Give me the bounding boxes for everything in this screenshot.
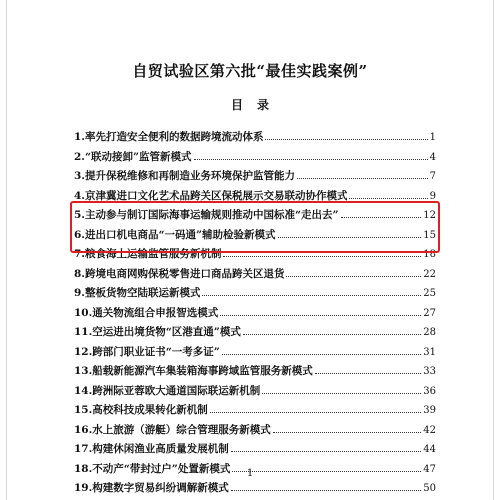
toc-entry-title: 3.提升保税维修和再制造业务环境保护监管能力	[74, 170, 295, 182]
toc-entry-title: 8.跨境电商网购保税零售进口商品跨关区退货	[74, 267, 285, 280]
toc-entry[interactable]	[74, 440, 436, 460]
toc-entry-page: 36	[423, 385, 436, 397]
page-number-footer: 1	[246, 468, 254, 479]
toc-entry[interactable]	[74, 167, 436, 187]
toc-entry[interactable]	[74, 401, 436, 421]
toc-entry[interactable]	[74, 304, 436, 324]
toc-entry-title: 16.水上旅游（游艇）综合管理服务新模式	[74, 423, 271, 436]
toc-entry-title: 7.粮食海上运输监管服务新机制	[74, 248, 222, 260]
toc-entry[interactable]	[74, 226, 436, 246]
toc-entry[interactable]	[74, 323, 436, 343]
toc-entry-title: 4.京津冀进口文化艺术品跨关区保税展示交易联动协作模式	[74, 189, 348, 202]
toc-entry-title: 11.空运进出境货物“区港直通”模式	[74, 326, 241, 338]
toc-entry-page: 42	[423, 424, 436, 436]
toc-entry-title: 10.通关物流组合申报智选模式	[74, 306, 219, 319]
toc-entry-page: 47	[423, 463, 436, 475]
toc-entry[interactable]	[74, 284, 436, 304]
dot-leader	[231, 451, 421, 452]
toc-entry-page: 28	[423, 327, 436, 338]
dot-leader	[349, 198, 427, 199]
toc-entry-title: 19.构建数字贸易纠纷调解新模式	[74, 482, 229, 494]
dot-leader	[262, 393, 421, 394]
toc-entry-title: 14.跨洲际亚蓉欧大通道国际联运新机制	[74, 384, 261, 397]
toc-entry-title: 18.不动产“带封过户”处置新模式	[74, 462, 231, 475]
toc-entry[interactable]	[74, 128, 436, 148]
dot-leader	[220, 315, 421, 316]
dot-leader	[341, 217, 422, 218]
toc-entry-page: 18	[423, 249, 436, 260]
dot-leader	[265, 139, 427, 140]
toc-entry-page: 31	[423, 346, 436, 358]
dot-leader	[297, 178, 428, 179]
toc-entry-page: 12	[423, 210, 436, 221]
dot-leader	[194, 159, 428, 160]
dot-leader	[231, 490, 421, 491]
toc-entry-page: 50	[423, 483, 436, 494]
toc-entry[interactable]	[74, 265, 436, 285]
toc-entry-title: 1.率先打造安全便利的数据跨境流动体系	[74, 131, 264, 143]
toc-entry-page: 1	[429, 132, 436, 143]
toc-entry-page: 4	[429, 151, 436, 163]
toc-entry-page: 44	[423, 444, 436, 455]
toc-entry-title: 2.“联动接卸”监管新模式	[74, 150, 192, 163]
dot-leader	[273, 432, 421, 433]
document-title: 自贸试验区第六批“最佳实践案例”	[132, 62, 368, 80]
dot-leader	[315, 373, 421, 374]
toc-entry[interactable]	[74, 362, 436, 382]
toc-entry[interactable]	[74, 421, 436, 441]
toc-entry-title: 15.高校科技成果转化新机制	[74, 404, 208, 416]
toc-entry-title: 17.构建休闲渔业高质量发展机制	[74, 443, 229, 455]
dot-leader	[202, 295, 421, 296]
toc-entry-page: 9	[429, 190, 436, 202]
toc-entry[interactable]	[74, 343, 436, 363]
dot-leader	[278, 237, 422, 238]
dot-leader	[223, 256, 421, 257]
toc-entry-page: 15	[423, 229, 436, 241]
toc-entry[interactable]	[74, 382, 436, 402]
toc-entry-title: 9.整板货物空陆联运新模式	[74, 287, 201, 299]
table-of-contents	[74, 128, 436, 499]
toc-entry-page: 7	[429, 171, 436, 182]
toc-entry[interactable]	[74, 187, 436, 207]
dot-leader	[286, 276, 421, 277]
dot-leader	[222, 354, 421, 355]
toc-entry-page: 33	[423, 366, 436, 377]
toc-entry-title: 12.跨部门职业证书“一考多证”	[74, 345, 220, 358]
toc-entry-page: 25	[423, 288, 436, 299]
toc-entry-page: 27	[423, 307, 436, 319]
toc-heading: 目录	[230, 98, 283, 112]
toc-entry-title: 13.船载新能源汽车集装箱海事跨域监管服务新模式	[74, 365, 313, 377]
dot-leader	[210, 412, 421, 413]
toc-entry-page: 22	[423, 268, 436, 280]
toc-entry-page: 39	[423, 405, 436, 416]
toc-entry-title: 6.进出口机电商品“一码通”辅助检验新模式	[74, 228, 276, 241]
toc-entry-title: 5.主动参与制订国际海事运输规则推动中国标准“走出去”	[74, 209, 339, 221]
toc-entry[interactable]	[74, 245, 436, 265]
dot-leader	[243, 334, 421, 335]
toc-entry[interactable]	[74, 479, 436, 499]
toc-entry[interactable]	[74, 148, 436, 168]
toc-entry[interactable]	[74, 206, 436, 226]
